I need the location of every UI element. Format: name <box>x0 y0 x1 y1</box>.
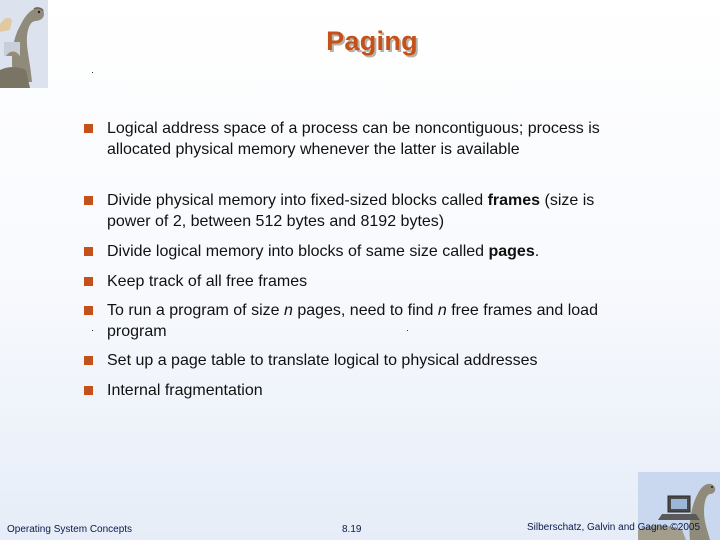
bullet-text-part: free frames and load program <box>107 302 598 340</box>
bullet-text-part: Divide logical memory into blocks of same size called <box>107 243 489 260</box>
slide-title: Paging <box>326 26 418 56</box>
bullet-text-part: . <box>534 243 540 260</box>
square-bullet-icon <box>84 247 93 256</box>
bullet-text-part: Logical address space of a process can be noncontiguous; process is allocated physical memory whenever the latter is available <box>107 120 600 158</box>
bullet-text <box>107 271 642 292</box>
bullet-text <box>107 241 642 262</box>
stray-dot <box>92 330 93 331</box>
square-bullet-icon <box>84 277 93 286</box>
bullet-text <box>107 300 642 342</box>
bullet-text <box>107 190 642 232</box>
bullet-text-variable: n <box>283 302 293 319</box>
square-bullet-icon <box>84 124 93 133</box>
footer-authors: Silberschatz, Galvin and Gagne ©2005 <box>527 522 701 533</box>
bullet-text-part: Divide physical memory into fixed-sized blocks called <box>107 192 488 209</box>
bullet-text-emphasis: frames <box>487 192 541 209</box>
bullet-text <box>107 118 642 160</box>
stray-dot <box>407 330 408 331</box>
bullet-text-emphasis: pages <box>488 243 535 260</box>
square-bullet-icon <box>84 386 93 395</box>
bullet-text-variable: n <box>437 302 447 319</box>
footer-book-title: Operating System Concepts <box>7 524 133 535</box>
bullet-text-part: To run a program of size <box>107 302 284 319</box>
bullet-text-part: Set up a page table to translate logical to physical addresses <box>107 352 538 369</box>
bullet-text <box>107 380 642 401</box>
footer-slide-number: 8.19 <box>342 524 362 535</box>
stray-dot <box>92 72 93 73</box>
bullet-text-part: (size is power of 2, between 512 bytes and 8192 bytes) <box>107 192 595 230</box>
bullet-text <box>107 350 642 371</box>
bullet-text-part: Keep track of all free frames <box>107 273 308 290</box>
bullet-text-part: pages, need to find <box>292 302 438 319</box>
square-bullet-icon <box>84 196 93 205</box>
bullet-text-part: Internal fragmentation <box>107 382 263 399</box>
square-bullet-icon <box>84 306 93 315</box>
square-bullet-icon <box>84 356 93 365</box>
